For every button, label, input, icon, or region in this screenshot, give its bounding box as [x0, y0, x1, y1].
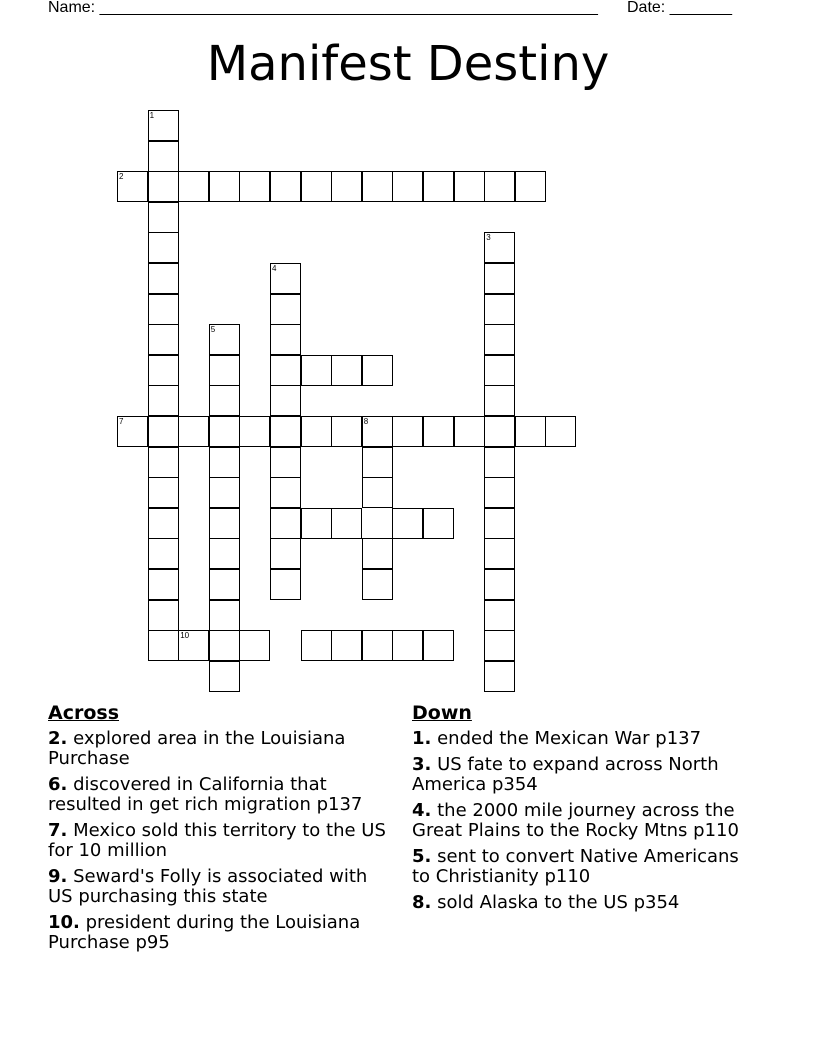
- grid-cell[interactable]: [148, 569, 179, 600]
- grid-cell[interactable]: [148, 630, 179, 661]
- grid-cell[interactable]: [454, 171, 485, 202]
- grid-cell[interactable]: [178, 630, 209, 661]
- grid-cell[interactable]: [148, 263, 179, 294]
- clue-text: sold Alaska to the US p354: [437, 892, 680, 913]
- grid-cell[interactable]: [484, 263, 515, 294]
- grid-cell[interactable]: [239, 416, 270, 447]
- grid-cell[interactable]: [148, 355, 179, 386]
- grid-cell[interactable]: [301, 508, 332, 539]
- clue-item: [48, 821, 393, 861]
- grid-cell[interactable]: [331, 630, 362, 661]
- grid-cell[interactable]: [515, 416, 546, 447]
- clue-num: 4.: [412, 800, 432, 821]
- down-heading: Down: [412, 702, 472, 724]
- grid-cell[interactable]: [484, 569, 515, 600]
- grid-cell[interactable]: [484, 477, 515, 508]
- grid-cell[interactable]: [270, 569, 301, 600]
- grid-cell[interactable]: [209, 416, 240, 447]
- grid-cell[interactable]: [331, 416, 362, 447]
- grid-cell[interactable]: [117, 171, 148, 202]
- grid-cell[interactable]: [423, 630, 454, 661]
- grid-cell[interactable]: [362, 355, 393, 386]
- grid-cell[interactable]: [178, 416, 209, 447]
- clue-text: US fate to expand across North America p354: [412, 754, 719, 795]
- grid-cell[interactable]: [545, 416, 576, 447]
- grid-cell[interactable]: [331, 355, 362, 386]
- grid-cell[interactable]: [484, 600, 515, 631]
- grid-cell[interactable]: [270, 538, 301, 569]
- grid-cell[interactable]: [270, 416, 301, 447]
- clue-item: [412, 847, 762, 887]
- clue-num: 10.: [48, 912, 80, 933]
- clue-text: discovered in California that resulted in get rich migration p137: [48, 774, 363, 815]
- grid-cell[interactable]: [209, 661, 240, 692]
- clue-item: [412, 893, 762, 913]
- grid-cell[interactable]: [209, 477, 240, 508]
- clue-num: 8.: [412, 892, 432, 913]
- page-title: Manifest Destiny: [206, 36, 610, 92]
- grid-cell[interactable]: [209, 324, 240, 355]
- clue-num: 1.: [412, 728, 432, 749]
- date-field[interactable]: Date: _______: [627, 0, 732, 16]
- grid-cell[interactable]: [148, 538, 179, 569]
- grid-cell[interactable]: [392, 416, 423, 447]
- grid-cell[interactable]: [362, 447, 393, 478]
- grid-cell[interactable]: [209, 447, 240, 478]
- grid-cell[interactable]: [362, 416, 393, 447]
- grid-cell[interactable]: [148, 600, 179, 631]
- down-clues: [412, 701, 762, 919]
- clue-item: [48, 867, 393, 907]
- grid-cell[interactable]: [270, 355, 301, 386]
- grid-cell[interactable]: [484, 661, 515, 692]
- clue-number: 8: [363, 417, 369, 426]
- clue-num: 3.: [412, 754, 432, 775]
- grid-cell[interactable]: [148, 171, 179, 202]
- grid-cell[interactable]: [423, 416, 454, 447]
- across-heading: Across: [48, 702, 120, 724]
- grid-cell[interactable]: [362, 569, 393, 600]
- clue-num: 7.: [48, 820, 68, 841]
- grid-cell[interactable]: [301, 630, 332, 661]
- grid-cell[interactable]: [515, 171, 546, 202]
- grid-cell[interactable]: [209, 385, 240, 416]
- clue-text: Mexico sold this territory to the US for 10 million: [48, 820, 386, 861]
- grid-cell[interactable]: [209, 630, 240, 661]
- grid-cell[interactable]: [117, 416, 148, 447]
- grid-cell[interactable]: [301, 416, 332, 447]
- grid-cell[interactable]: [301, 171, 332, 202]
- grid-cell[interactable]: [148, 110, 179, 141]
- grid-cell[interactable]: [362, 171, 393, 202]
- name-field[interactable]: Name: ________________________________________________________: [48, 0, 598, 16]
- grid-cell[interactable]: [392, 630, 423, 661]
- grid-cell[interactable]: [484, 538, 515, 569]
- grid-cell[interactable]: [209, 355, 240, 386]
- clue-item: [412, 729, 762, 749]
- grid-cell[interactable]: [484, 294, 515, 325]
- clue-text: ended the Mexican War p137: [437, 728, 702, 749]
- clue-text: the 2000 mile journey across the Great Plains to the Rocky Mtns p110: [412, 800, 739, 841]
- grid-cell[interactable]: [148, 416, 179, 447]
- grid-cell[interactable]: [484, 447, 515, 478]
- grid-cell[interactable]: [362, 630, 393, 661]
- grid-cell[interactable]: [239, 171, 270, 202]
- clue-num: 9.: [48, 866, 68, 887]
- grid-cell[interactable]: [239, 630, 270, 661]
- clue-number: 2: [119, 172, 124, 182]
- clue-text: sent to convert Native Americans to Christianity p110: [412, 846, 739, 887]
- grid-cell[interactable]: [270, 508, 301, 539]
- clue-number: 3: [486, 233, 491, 243]
- grid-cell[interactable]: [270, 324, 301, 355]
- grid-cell[interactable]: [331, 508, 362, 539]
- grid-cell[interactable]: [484, 355, 515, 386]
- grid-cell[interactable]: [392, 171, 423, 202]
- grid-cell[interactable]: [301, 355, 332, 386]
- grid-cell[interactable]: [270, 294, 301, 325]
- grid-cell[interactable]: [270, 263, 301, 294]
- clue-item: [412, 801, 762, 841]
- clue-num: 2.: [48, 728, 68, 749]
- grid-cell[interactable]: [484, 508, 515, 539]
- grid-cell[interactable]: [209, 600, 240, 631]
- grid-cell[interactable]: [148, 508, 179, 539]
- clue-number: 10: [180, 631, 190, 641]
- clue-num: 5.: [412, 846, 432, 867]
- grid-cell[interactable]: [148, 141, 179, 172]
- clue-number: 4: [272, 264, 277, 273]
- grid-cell[interactable]: [270, 447, 301, 478]
- grid-cell[interactable]: [362, 538, 393, 569]
- grid-cell[interactable]: [484, 324, 515, 355]
- grid-cell[interactable]: [484, 630, 515, 661]
- grid-cell[interactable]: [148, 232, 179, 263]
- grid-cell[interactable]: [392, 508, 423, 539]
- clue-item: [48, 913, 393, 953]
- grid-cell[interactable]: [148, 385, 179, 416]
- grid-cell[interactable]: [209, 569, 240, 600]
- grid-cell[interactable]: [148, 294, 179, 325]
- grid-cell[interactable]: [148, 447, 179, 478]
- grid-cell[interactable]: [178, 171, 209, 202]
- grid-cell[interactable]: [209, 508, 240, 539]
- clue-number: 7: [119, 417, 124, 426]
- grid-cell[interactable]: [484, 171, 515, 202]
- grid-cell[interactable]: [209, 171, 240, 202]
- grid-cell[interactable]: [484, 385, 515, 416]
- grid-cell[interactable]: [484, 232, 515, 263]
- clue-number: 5: [210, 325, 216, 335]
- clue-item: [48, 729, 393, 769]
- clue-item: [48, 775, 393, 815]
- grid-cell[interactable]: [209, 538, 240, 569]
- grid-cell[interactable]: [148, 477, 179, 508]
- grid-cell[interactable]: [270, 171, 301, 202]
- grid-cell[interactable]: [362, 477, 393, 508]
- grid-cell[interactable]: [423, 171, 454, 202]
- across-clues: [48, 701, 393, 959]
- grid-cell[interactable]: [331, 171, 362, 202]
- clue-num: 6.: [48, 774, 68, 795]
- grid-cell[interactable]: [148, 324, 179, 355]
- clue-item: [412, 755, 762, 795]
- clue-text: Seward's Folly is associated with US purchasing this state: [48, 866, 368, 907]
- clue-text: explored area in the Louisiana Purchase: [48, 728, 346, 769]
- grid-cell[interactable]: [423, 508, 454, 539]
- grid-cell[interactable]: [148, 202, 179, 233]
- grid-cell[interactable]: [270, 477, 301, 508]
- clue-text: president during the Louisiana Purchase p95: [48, 912, 361, 953]
- clue-number: 1: [149, 111, 155, 120]
- grid-cell[interactable]: [484, 416, 515, 447]
- grid-cell[interactable]: [270, 385, 301, 416]
- grid-cell[interactable]: [454, 416, 485, 447]
